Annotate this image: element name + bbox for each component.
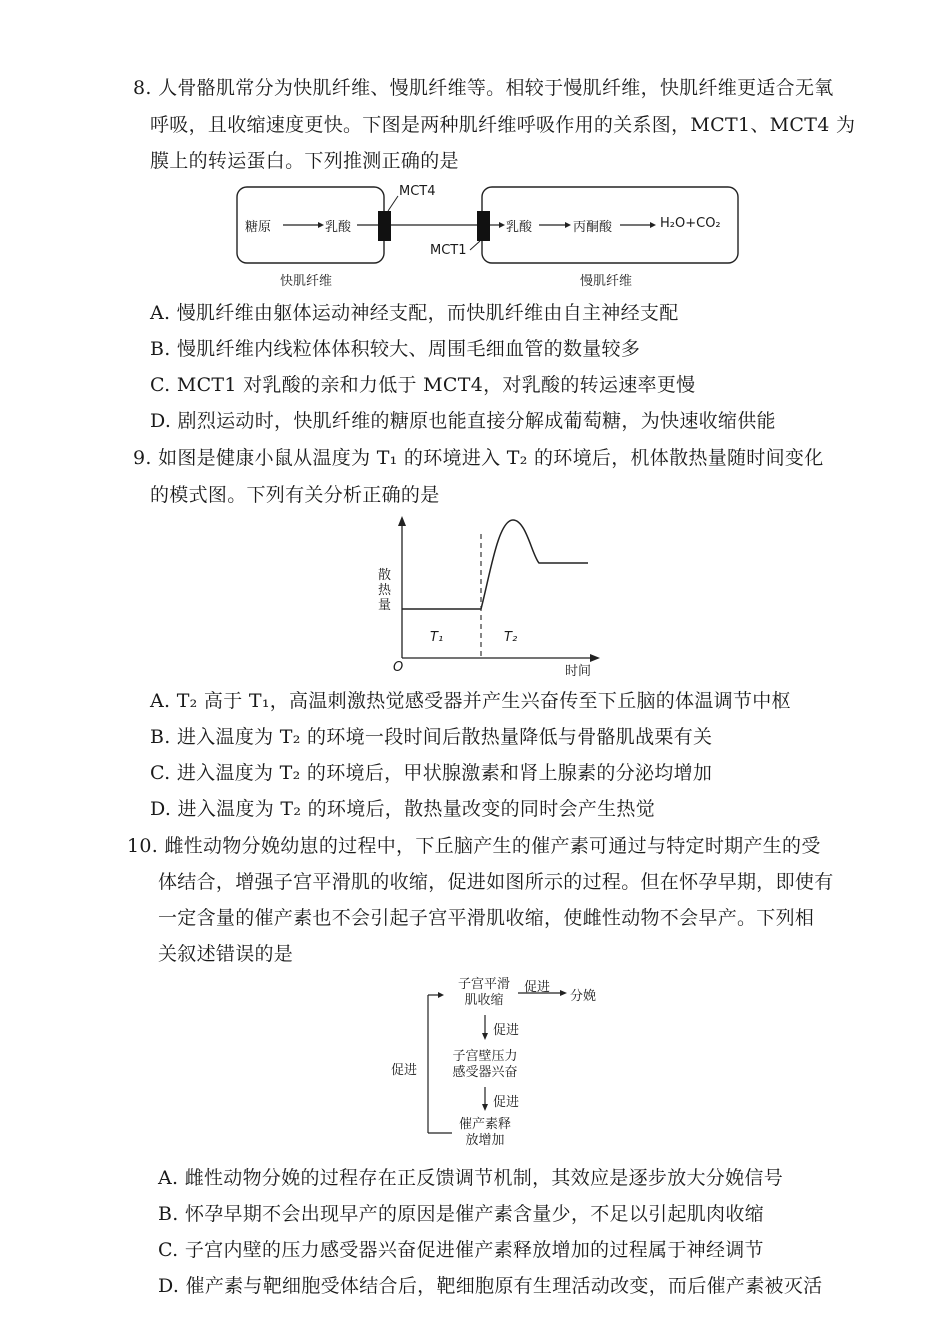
heat-dissipation-curve bbox=[402, 520, 588, 609]
mct1-label: MCT1 bbox=[430, 243, 467, 258]
node-oxytocin-release: 催产素释 放增加 bbox=[458, 1117, 511, 1148]
t1-label: T₁ bbox=[430, 630, 444, 645]
lactate-label-fast: 乳酸 bbox=[325, 220, 352, 235]
q8-stem-line-1: 8. 人骨骼肌常分为快肌纤维、慢肌纤维等。相较于慢肌纤维，快肌纤维更适合无氧 bbox=[133, 77, 834, 99]
mct4-label: MCT4 bbox=[399, 184, 436, 199]
chart-ylabel: 散热量 bbox=[378, 568, 392, 613]
q10-stem-line-1: 10. 雌性动物分娩幼崽的过程中，下丘脑产生的催产素可通过与特定时期产生的受 bbox=[127, 835, 821, 857]
node-uterine-contraction: 子宫平滑 肌收缩 bbox=[457, 977, 510, 1008]
lactate-label-slow: 乳酸 bbox=[506, 220, 533, 235]
promote-label-right: 促进 bbox=[524, 980, 551, 995]
chart-origin: O bbox=[393, 660, 404, 675]
q8-option-a: A. 慢肌纤维由躯体运动神经支配，而快肌纤维由自主神经支配 bbox=[150, 302, 679, 324]
q9-option-a: A. T₂ 高于 T₁，高温刺激热觉感受器并产生兴奋传至下丘脑的体温调节中枢 bbox=[150, 690, 791, 712]
q8-option-c: C. MCT1 对乳酸的亲和力低于 MCT4，对乳酸的转运速率更慢 bbox=[150, 374, 696, 396]
water-co2-label: H₂O+CO₂ bbox=[660, 216, 721, 231]
promote-label-left: 促进 bbox=[391, 1063, 418, 1078]
q10-option-d: D. 催产素与靶细胞受体结合后，靶细胞原有生理活动改变，而后催产素被灭活 bbox=[158, 1275, 823, 1297]
q10-option-c: C. 子宫内壁的压力感受器兴奋促进催产素释放增加的过程属于神经调节 bbox=[158, 1239, 764, 1261]
q9-option-b: B. 进入温度为 T₂ 的环境一段时间后散热量降低与骨骼肌战栗有关 bbox=[150, 726, 713, 748]
q8-option-b: B. 慢肌纤维内线粒体体积较大、周围毛细血管的数量较多 bbox=[150, 338, 641, 360]
node-pressure-receptor: 子宫壁压力 感受器兴奋 bbox=[452, 1049, 518, 1080]
promote-label-down-2: 促进 bbox=[493, 1095, 520, 1110]
chart-xlabel: 时间 bbox=[565, 664, 592, 679]
q10-option-a: A. 雌性动物分娩的过程存在正反馈调节机制，其效应是逐步放大分娩信号 bbox=[158, 1167, 784, 1189]
promote-label-down-1: 促进 bbox=[493, 1023, 520, 1038]
q10-option-b: B. 怀孕早期不会出现早产的原因是催产素含量少，不足以引起肌肉收缩 bbox=[158, 1203, 764, 1225]
q10-stem-line-3: 一定含量的催产素也不会引起子宫平滑肌收缩，使雌性动物不会早产。下列相 bbox=[158, 907, 815, 929]
q8-stem-line-2: 呼吸，且收缩速度更快。下图是两种肌纤维呼吸作用的关系图，MCT1、MCT4 为 bbox=[150, 114, 856, 136]
q10-stem-line-2: 体结合，增强子宫平滑肌的收缩，促进如图所示的过程。但在怀孕早期，即使有 bbox=[158, 871, 834, 893]
birth-label: 分娩 bbox=[570, 989, 597, 1004]
glycogen-label: 糖原 bbox=[245, 220, 272, 235]
slow-fiber-caption: 慢肌纤维 bbox=[580, 274, 633, 289]
q8-stem-line-3: 膜上的转运蛋白。下列推测正确的是 bbox=[150, 150, 459, 172]
q9-stem-line-1: 9. 如图是健康小鼠从温度为 T₁ 的环境进入 T₂ 的环境后，机体散热量随时间变化 bbox=[133, 447, 824, 469]
fast-fiber-caption: 快肌纤维 bbox=[280, 274, 333, 289]
pyruvate-label: 丙酮酸 bbox=[573, 220, 613, 235]
mct4-transporter bbox=[378, 211, 391, 241]
q9-option-c: C. 进入温度为 T₂ 的环境后，甲状腺激素和肾上腺素的分泌均增加 bbox=[150, 762, 713, 784]
t2-label: T₂ bbox=[504, 630, 518, 645]
q9-option-d: D. 进入温度为 T₂ 的环境后，散热量改变的同时会产生热觉 bbox=[150, 798, 656, 820]
q10-stem-line-4: 关叙述错误的是 bbox=[158, 943, 294, 965]
q9-stem-line-2: 的模式图。下列有关分析正确的是 bbox=[150, 484, 440, 506]
mct1-transporter bbox=[477, 211, 490, 241]
q8-option-d: D. 剧烈运动时，快肌纤维的糖原也能直接分解成葡萄糖，为快速收缩供能 bbox=[150, 410, 776, 432]
